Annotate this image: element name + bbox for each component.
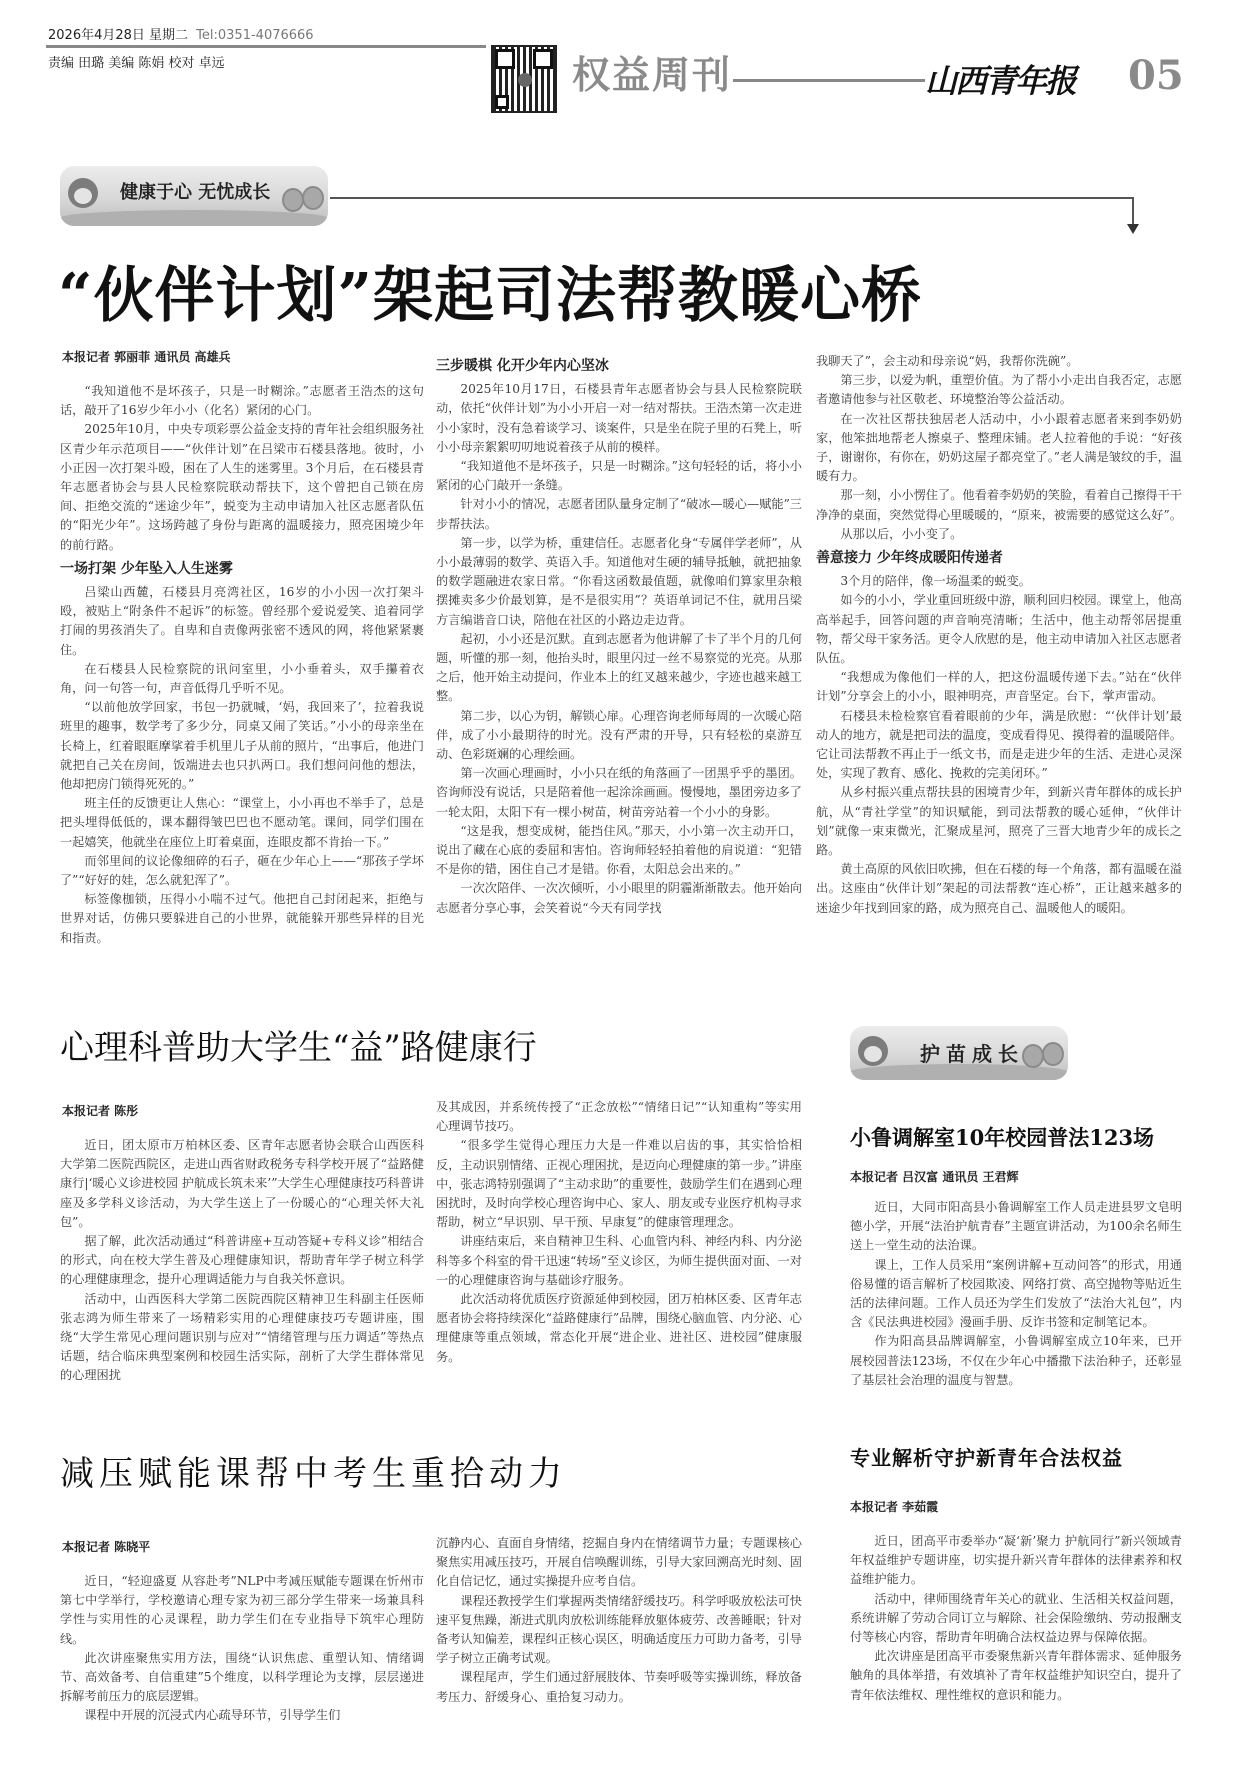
sidebar-article-b-headline: 专业解析守护新青年合法权益	[850, 1446, 1123, 1470]
cartoon-couple-icon	[1022, 1044, 1044, 1068]
cartoon-kid-icon	[858, 1036, 888, 1066]
paragraph: “以前他放学回家，书包一扔就喊，‘妈，我回来了’，拉着我说班里的趣事，数学考了多少分，同桌又闹了笑话。”小小的母亲坐在长椅上，红着眼眶摩挲着手机里儿子从前的照片，“出事后，他进门就把自己关在房间，饭端进去也只扒两口。我们想问问他的想法，他却把房门锁得死死的。”	[60, 700, 424, 792]
masthead-rule-left	[46, 45, 486, 48]
section-subhead: 三步暖棋 化开少年内心坚冰	[436, 358, 609, 374]
sidebar-article-a-headline: 小鲁调解室10年校园普法123场	[850, 1125, 1155, 1150]
article3-byline: 本报记者 陈晓平	[62, 1540, 151, 1554]
paragraph: 石楼县未检检察官看着眼前的少年，满是欣慰：“‘伙伴计划’最动人的地方，就是把司法的温度，变成看得见、摸得着的温暖陪伴。它让司法帮教不再止于一纸文书，而是走进少年的生活、走进心灵深处，实现了教育、感化、挽救的完美闭环。”	[816, 708, 1182, 781]
article2-column-2	[436, 1098, 802, 1367]
editor-credits: 责编 田璐 美编 陈娟 校对 卓远	[48, 56, 225, 71]
masthead-date	[48, 24, 314, 43]
frame-rule-right	[1132, 197, 1134, 227]
paragraph: “我知道他不是坏孩子，只是一时糊涂。”这句轻轻的话，将小小紧闭的心门敲开一条缝。	[436, 459, 802, 493]
paragraph: 从那以后，小小变了。	[840, 526, 963, 541]
paragraph: 2025年10月，中央专项彩票公益金支持的青年社会组织服务社区青少年示范项目——“伙伴计划”在吕梁市石楼县落地。彼时，小小正因一次打架斗殴，困在了人生的迷雾里。3个月后，在石楼县青年志愿者协会与县人民检察院联动帮扶下，这个曾把自己锁在房间、拒绝交流的“迷途少年”，蜕变为主动申请加入社区志愿者队伍的“阳光少年”。这场跨越了身份与距离的温暖接力，照亮困境少年的前行路。	[60, 422, 424, 552]
paragraph: 讲座结束后，来自精神卫生科、心血管内科、神经内科、内分泌科等多个科室的骨干迅速“转场”至义诊区，为师生提供面对面、一对一的心理健康咨询与基础诊疗服务。	[436, 1234, 802, 1287]
arrow-down-icon	[1127, 224, 1139, 234]
masthead-rule-right	[733, 79, 925, 82]
frame-rule	[330, 197, 1133, 199]
sidebar-article-b-byline: 本报记者 李茹霞	[850, 1500, 939, 1514]
paragraph: 活动中，山西医科大学第二医院西院区精神卫生科副主任医师张志鸿为师生带来了一场精彩实用的心理健康技巧专题讲座，围绕“大学生常见心理问题识别与应对”“情绪管理与压力调适”等热点话题，结合临床典型案例和校园生活实际，剖析了大学生群体常见的心理困扰	[60, 1291, 424, 1383]
paragraph: 3个月的陪伴，像一场温柔的蜕变。	[840, 574, 1031, 589]
paragraph: 近日，团高平市委举办“凝‘新’聚力 护航同行”新兴领域青年权益维护专题讲座，切实提升新兴青年群体的法律素养和权益维护能力。	[850, 1534, 1182, 1587]
sidebar-article-a-byline: 本报记者 吕汉富 通讯员 王君辉	[850, 1170, 1019, 1184]
paragraph: 活动中，律师围绕青年关心的就业、生活相关权益问题，系统讲解了劳动合同订立与解除、社会保险缴纳、劳动报酬支付等核心内容，帮助青年明确合法权益边界与保障依据。	[850, 1591, 1182, 1645]
article2-headline: 心理科普助大学生“益”路健康行	[60, 1028, 537, 1068]
issue-date: 2026年4月28日 星期二	[48, 28, 189, 43]
paragraph: 针对小小的情况，志愿者团队量身定制了“破冰—暖心—赋能”三步帮扶法。	[436, 497, 802, 531]
paragraph: 而邻里间的议论像细碎的石子，砸在少年心上——“那孩子学坏了”“好好的娃，怎么就犯浑了”。	[60, 853, 424, 888]
paragraph: 此次活动将优质医疗资源延伸到校园，团万柏林区委、区青年志愿者协会将持续深化“益路健康行”品牌，围绕心脑血管、内分泌、心理健康等重点领域，常态化开展“进企业、进社区、进校园”健康服务。	[436, 1292, 802, 1364]
article3-headline: 减压赋能课帮中考生重拾动力	[60, 1454, 567, 1494]
section-subhead: 一场打架 少年坠入人生迷雾	[60, 560, 233, 577]
page-number: 05	[1128, 52, 1184, 99]
column-banner-label: 护苗成长	[920, 1042, 1024, 1066]
paragraph: 标签像枷锁，压得小小喘不过气。他把自己封闭起来，拒绝与世界对话，仿佛只要躲进自己的小世界，就能躲开那些异样的目光和指责。	[60, 892, 424, 945]
paragraph: 从乡村振兴重点帮扶县的困境青少年，到新兴青年群体的成长护航，从“青社学堂”的知识赋能，到司法帮教的暖心延伸，“伙伴计划”就像一束束微光，汇聚成星河，照亮了三晋大地青少年的成长之路。	[816, 785, 1182, 858]
paragraph: 在石楼县人民检察院的讯问室里，小小垂着头，双手攥着衣角，问一句答一句，声音低得几乎听不见。	[60, 661, 424, 696]
paragraph: “很多学生觉得心理压力大是一件难以启齿的事，其实恰恰相反，主动识别情绪、正视心理困扰，是迈向心理健康的第一步。”讲座中，张志鸿特别强调了“主动求助”的重要性，鼓励学生们在遇到心理困扰时，及时向学校心理咨询中心、家人、朋友或专业医疗机构寻求帮助，树立“早识别、早干预、早康复”的健康管理理念。	[436, 1138, 802, 1230]
paragraph: 此次讲座是团高平市委聚焦新兴青年群体需求、延伸服务触角的具体举措，有效填补了青年权益维护知识空白，提升了青年依法维权、理性维权的意识和能力。	[850, 1649, 1182, 1702]
cartoon-couple-icon	[282, 188, 304, 212]
sidebar-article-a-body	[850, 1198, 1182, 1390]
paragraph: 第三步，以爱为帆，重塑价值。为了帮小小走出自我否定，志愿者邀请他参与社区敬老、环境整治等公益活动。	[816, 373, 1182, 407]
paragraph: 班主任的反馈更让人焦心：“课堂上，小小再也不举手了，总是把头埋得低低的，课本翻得皱巴巴也不愿动笔。课间，同学们围在一起嬉笑，他就坐在座位上盯着桌面，连眼皮都不肯抬一下。”	[60, 796, 424, 849]
paragraph: 我聊天了”，会主动和母亲说“妈，我帮你洗碗”。	[816, 354, 1079, 368]
paragraph: “这是我，想变成树，能挡住风。”那天，小小第一次主动开口，说出了藏在心底的委屈和害怕。咨询师轻轻拍着他的肩说道：“犯错不是你的错，困住自己才是错。你看，太阳总会出来的。”	[436, 823, 802, 877]
paragraph: 第一步，以学为桥，重建信任。志愿者化身“专属伴学老师”，从小小最薄弱的数学、英语入手。知道他对生硬的辅导抵触，就把抽象的数学题融进农家日常。“你看这函数最值题，就像咱们算家里杂粮摆摊卖多少价最划算，是不是很实用”？英语单词记不住，就用吕梁方言编谐音口诀，陪他在社区的小路边走边背。	[436, 535, 802, 627]
lead-column-3	[816, 352, 1182, 918]
paragraph: 起初，小小还是沉默。直到志愿者为他讲解了卡了半个月的几何题，听懂的那一刻，他抬头时，眼里闪过一丝不易察觉的光亮。从那之后，他开始主动提问，作业本上的红叉越来越少，字迹也越来越工整。	[436, 631, 802, 704]
paragraph: 课程还教授学生们掌握两类情绪舒缓技巧。科学呼吸放松法可快速平复焦躁，渐进式肌肉放松训练能释放躯体疲劳、改善睡眠；针对备考认知偏差，课程纠正核心误区，明确适度压力可助力备考，引导学子树立正确考试观。	[436, 1593, 802, 1666]
article2-column-1	[60, 1136, 424, 1386]
paragraph: 一次次陪伴、一次次倾听，小小眼里的阴霾渐渐散去。他开始向志愿者分享心事，会笑着说“今天有同学找	[436, 881, 802, 915]
article3-column-1	[60, 1572, 424, 1726]
paper-logo: 山西青年报	[925, 62, 1076, 100]
section-subhead: 善意接力 少年终成暖阳传递者	[816, 550, 1003, 567]
lead-column-1	[60, 382, 424, 948]
paragraph: 第一次画心理画时，小小只在纸的角落画了一团黑乎乎的墨团。咨询师没有说话，只是陪着他一起涂涂画画。慢慢地，墨团旁边多了一轮太阳，太阳下有一棵小树苗，树苗旁站着一个小小的身影。	[436, 766, 802, 819]
paragraph: 第二步，以心为钥，解锁心扉。心理咨询老师每周的一次暖心陪伴，成了小小最期待的时光。没有严肃的开导，只有轻松的桌游互动、色彩斑斓的心理绘画。	[436, 708, 802, 762]
column-banner-protect	[850, 1026, 1068, 1080]
paragraph: 此次讲座聚焦实用方法，围绕“认识焦虑、重塑认知、情绪调节、高效备考、自信重建”5个维度，以科学理论为支撑，层层递进拆解考前压力的底层逻辑。	[60, 1650, 424, 1704]
paragraph: 据了解，此次活动通过“科普讲座+互动答疑+专科义诊”相结合的形式，向在校大学生普及心理健康知识，帮助青年学子树立科学的心理健康理念，提升心理调适能力与自我关怀意识。	[60, 1234, 424, 1287]
paragraph: 课程中开展的沉浸式内心疏导环节，引导学生们	[84, 1708, 341, 1723]
paragraph: 沉静内心、直面自身情绪，挖掘自身内在情绪调节力量；专题课核心聚焦实用减压技巧，开展自信唤醒训练，引导大家回溯高光时刻、固化自信记忆，通过实操提升应考自信。	[436, 1536, 802, 1589]
paragraph: 课上，工作人员采用“案例讲解+互动问答”的形式，用通俗易懂的语言解析了校园欺凌、网络打赏、高空抛物等贴近生活的法律问题。工作人员还为学生们发放了“法治大礼包”，内含《民法典进校园》漫画手册、反诈书签和定制笔记本。	[850, 1257, 1182, 1330]
column-banner-health	[60, 166, 328, 226]
paragraph: 吕梁山西麓，石楼县月亮湾社区，16岁的小小因一次打架斗殴，被贴上“附条件不起诉”的标签。曾经那个爱说爱笑、追着同学打闹的男孩消失了。自卑和自责像两张密不透风的网，将他紧紧裹住。	[60, 585, 424, 657]
article3-column-2	[436, 1534, 802, 1707]
paragraph: 作为阳高县品牌调解室，小鲁调解室成立10年来，已开展校园普法123场，不仅在少年心中播撒下法治种子，还彰显了基层社会治理的温度与智慧。	[850, 1334, 1182, 1387]
lead-headline: “伙伴计划”架起司法帮教暖心桥	[58, 261, 923, 331]
paragraph: 近日，团太原市万柏林区委、区青年志愿者协会联合山西医科大学第二医院西院区，走进山西省财政税务专科学校开展了“益路健康行|‘暖心义诊进校园 护航成长筑未来’”大学生心理健康技巧科普讲座及多学科义诊活动，为大学生送上了一份暖心的“心理关怀大礼包”。	[60, 1138, 424, 1229]
section-title: 权益周刊	[572, 52, 733, 97]
sidebar-article-b-body	[850, 1532, 1182, 1705]
paragraph: 近日，“轻迎盛夏 从容赴考”NLP中考减压赋能专题课在忻州市第七中学举行，学校邀请心理专家为初三部分学生带来一场兼具科学性与实用性的心灵课程，助力学生们在专业指导下筑牢心理防线。	[60, 1574, 424, 1646]
paragraph: 2025年10月17日，石楼县青年志愿者协会与县人民检察院联动，依托“伙伴计划”为小小开启一对一结对帮扶。王浩杰第一次走进小小家时，没有急着谈学习、谈案件，只是坐在院子里的石凳上，听小小母亲絮絮叨叨地说着孩子从前的模样。	[436, 382, 802, 454]
paragraph: 那一刻，小小愣住了。他看着李奶奶的笑脸，看着自己擦得干干净净的桌面，突然觉得心里暖暖的，“原来，被需要的感觉这么好”。	[816, 488, 1182, 522]
paragraph: 课程尾声，学生们通过舒展肢体、节奏呼吸等实操训练，释放备考压力、舒缓身心、重拾复习动力。	[436, 1670, 802, 1704]
paragraph: 黄土高原的风依旧吹拂，但在石楼的每一个角落，都有温暖在溢出。这座由“伙伴计划”架起的司法帮教“连心桥”，正让越来越多的迷途少年找到回家的路，成为照亮自己、温暖他人的暖阳。	[816, 862, 1182, 915]
column-banner-label: 健康于心 无忧成长	[120, 182, 271, 203]
phone-number: Tel:0351-4076666	[196, 28, 314, 43]
lead-column-2	[436, 352, 802, 918]
paragraph: “我想成为像他们一样的人，把这份温暖传递下去。”站在“伙伴计划”分享会上的小小，眼神明亮，声音坚定。台下，掌声雷动。	[816, 670, 1182, 704]
lead-byline: 本报记者 郭丽菲 通讯员 高雄兵	[62, 350, 231, 364]
qr-code-icon[interactable]	[491, 45, 557, 113]
paragraph: 如今的小小，学业重回班级中游，顺利回归校园。课堂上，他高高举起手，回答问题的声音响亮清晰；生活中，他主动帮邻居提重物，帮父母干家务活。更令人欣慰的是，他主动申请加入社区志愿者队伍。	[816, 593, 1182, 666]
paragraph: 近日，大同市阳高县小鲁调解室工作人员走进县罗文皂明德小学，开展“法治护航青春”主题宣讲活动，为100余名师生送上一堂生动的法治课。	[850, 1200, 1182, 1253]
paragraph: “我知道他不是坏孩子，只是一时糊涂。”志愿者王浩杰的这句话，敲开了16岁少年小小（化名）紧闭的心门。	[60, 384, 424, 418]
paragraph: 及其成因，并系统传授了“正念放松”“情绪日记”“认知重构”等实用心理调节技巧。	[436, 1100, 802, 1134]
paragraph: 在一次社区帮扶独居老人活动中，小小跟着志愿者来到李奶奶家，他笨拙地帮老人擦桌子、整理床铺。老人拉着他的手说：“好孩子，谢谢你，有你在，奶奶这屋子都亮堂了。”老人满是皱纹的手，温暖有力。	[816, 411, 1182, 484]
cartoon-kid-icon	[68, 178, 98, 208]
article2-byline: 本报记者 陈彤	[62, 1104, 139, 1118]
